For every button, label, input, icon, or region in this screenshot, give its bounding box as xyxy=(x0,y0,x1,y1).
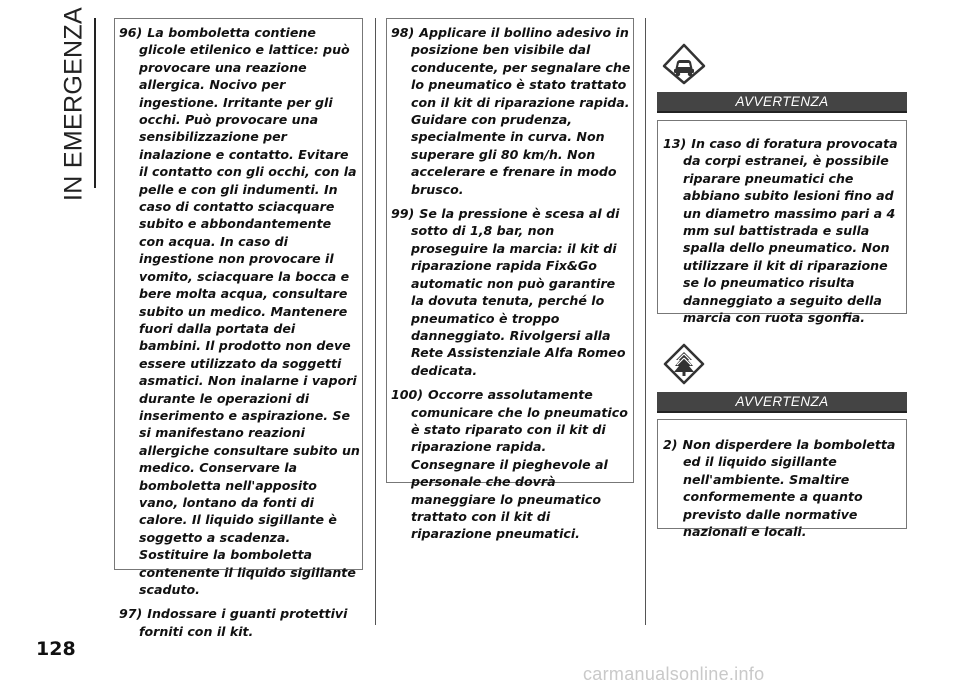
note-text: Non disperdere la bomboletta ed il liquido sigillante nell'ambiente. Smaltire conformemente a quanto previsto dalle normative nazionali e locali. xyxy=(682,437,896,540)
page-number: 128 xyxy=(36,638,76,660)
note-number: 2) xyxy=(663,437,678,452)
notes-column-1 xyxy=(114,18,363,639)
notes-column-2 xyxy=(386,18,634,542)
note-item xyxy=(391,24,631,198)
note-item xyxy=(663,436,904,540)
note-text: Occorre assolutamente comunicare che lo pneumatico è stato riparato con il kit di riparazione rapida. Consegnare il pieghevole al personale che dovrà maneggiare lo pneumatico trattato con il kit di riparazione pneumatici. xyxy=(411,387,628,542)
note-number: 100) xyxy=(391,387,424,403)
warning-1-box xyxy=(657,120,907,326)
note-item xyxy=(391,205,631,379)
note-item xyxy=(391,386,631,543)
note-number: 96) xyxy=(119,25,143,40)
column-separator xyxy=(375,18,376,625)
note-item xyxy=(119,605,360,640)
column-separator xyxy=(645,18,646,625)
note-number: 99) xyxy=(391,206,415,222)
note-item xyxy=(119,24,360,598)
warning-2-header: AVVERTENZA xyxy=(657,392,907,413)
note-text: Se la pressione è scesa al di sotto di 1,8 bar, non proseguire la marcia: il kit di riparazione rapida Fix&Go automatic non può garantire la dovuta tenuta, perché lo pneumatico è troppo danneggiato. Rivolgersi alla Rete Assistenziale Alfa Romeo dedicata. xyxy=(411,206,626,378)
warning-2-box xyxy=(657,419,907,540)
note-number: 97) xyxy=(119,606,143,622)
section-divider xyxy=(94,18,96,188)
site-watermark: carmanualsonline.info xyxy=(583,664,765,684)
note-text: In caso di foratura provocata da corpi estranei, è possibile riparare pneumatici che abbiano subito lesioni fino ad un diametro massimo pari a 4 mm sul battistrada e sulla spalla dello pneumatico. Non utilizzare il kit di riparazione se lo pneumatico risulta danneggiato a seguito della marcia con ruota sgonfia. xyxy=(683,136,898,326)
warning-1-header: AVVERTENZA xyxy=(657,92,907,113)
note-text: Applicare il bollino adesivo in posizione ben visibile dal conducente, per segnalare che lo pneumatico è stato trattato con il kit di riparazione rapida. Guidare con prudenza, specialmente in curva. Non superare gli 80 km/h. Non accelerare e frenare in modo brusco. xyxy=(411,25,631,197)
tree-environment-icon xyxy=(662,342,706,386)
note-text: La bomboletta contiene glicole etilenico e lattice: può provocare una reazione allergica. Nocivo per ingestione. Irritante per gli occhi. Può provocare una sensibilizzazione per inalazione e contatto. Evitare il contatto con gli occhi, con la pelle e con gli indumenti. In caso di contatto sciacquare subito e abbondantemente con acqua. In caso di ingestione non provocare il vomito, sciacquare la bocca e bere molta acqua, consultare subito un medico. Mantenere fuori dalla portata dei bambini. Il prodotto non deve essere utilizzato da soggetti asmatici. Non inalarne i vapori durante le operazioni di inserimento e aspirazione. Se si manifestano reazioni allergiche consultare subito un medico. Conservare la bomboletta nell'apposito vano, lontano da fonti di calore. Il liquido sigillante è soggetto a scadenza. Sostituire la bomboletta contenente il liquido sigillante scaduto. xyxy=(139,25,360,597)
note-text: Indossare i guanti protettivi forniti con il kit. xyxy=(139,606,348,639)
note-item xyxy=(663,135,904,326)
note-number: 13) xyxy=(663,136,687,151)
car-warning-icon xyxy=(661,42,707,86)
section-title: IN EMERGENZA xyxy=(59,7,88,201)
note-number: 98) xyxy=(391,25,415,40)
